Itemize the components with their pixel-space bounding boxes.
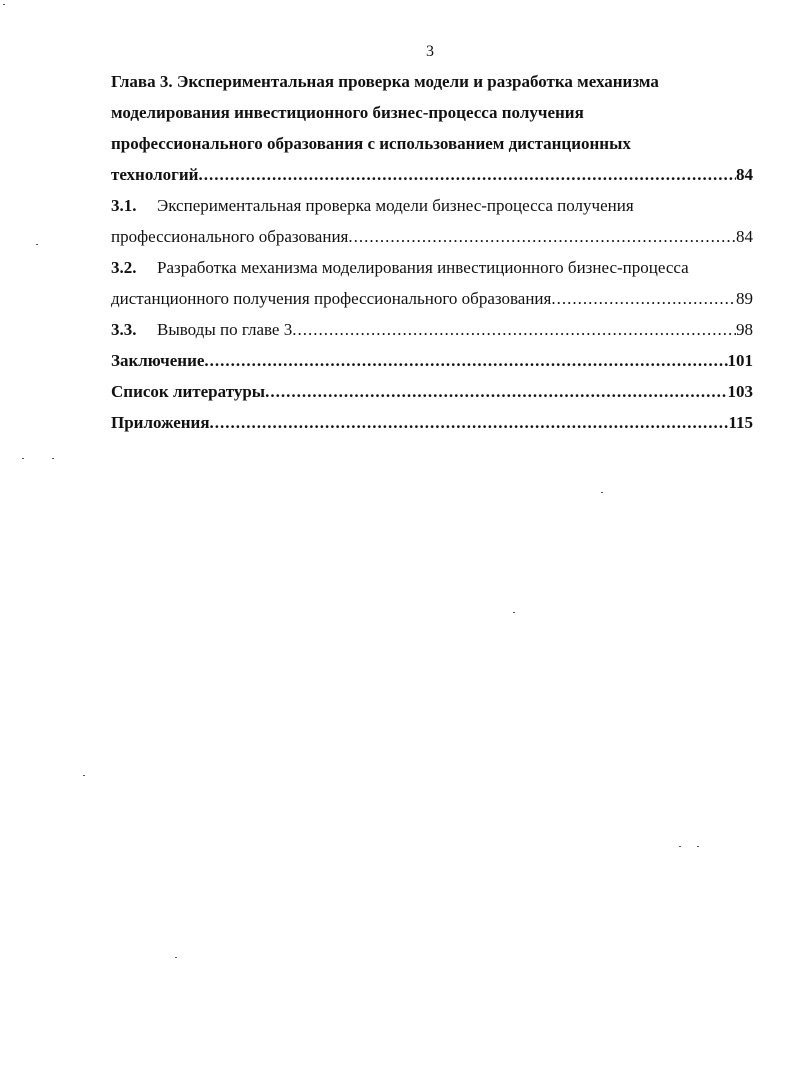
dot-leader (198, 159, 736, 190)
conclusion-entry (111, 345, 753, 376)
section-3-3-page: 98 (736, 320, 753, 339)
scan-speck (513, 612, 515, 613)
appendices-page: 115 (728, 413, 753, 432)
chapter-3-title-line-1: Глава 3. Экспериментальная проверка модели и разработка механизма (111, 72, 659, 91)
chapter-3-title-line-3: профессионального образования с использованием дистанционных (111, 134, 631, 153)
scan-speck (36, 244, 38, 245)
scan-speck (83, 775, 85, 776)
bibliography-entry (111, 376, 753, 407)
dot-leader (551, 283, 736, 314)
conclusion-page: 101 (727, 351, 753, 370)
section-3-2-number: 3.2. (111, 258, 137, 277)
section-3-2-page: 89 (736, 289, 753, 308)
section-3-1-title-end: профессионального образования (111, 227, 349, 246)
dot-leader (348, 221, 736, 252)
section-3-2-title-end: дистанционного получения профессионального образования (111, 289, 552, 308)
scan-speck (175, 957, 177, 958)
section-3-1-title: Экспериментальная проверка модели бизнес-процесса получения (157, 196, 634, 215)
scan-speck (3, 4, 5, 5)
conclusion-title: Заключение (111, 351, 205, 370)
dot-leader (210, 407, 729, 438)
table-of-contents (111, 66, 753, 438)
chapter-3-entry (111, 159, 753, 190)
section-3-1-line-1 (111, 190, 753, 221)
section-3-3-number: 3.3. (111, 320, 137, 339)
section-3-1-number: 3.1. (111, 196, 137, 215)
scan-speck (679, 846, 681, 847)
section-3-2-title: Разработка механизма моделирования инвестиционного бизнес-процесса (157, 258, 689, 277)
dot-leader (292, 314, 736, 345)
dot-leader (265, 376, 727, 407)
section-3-3-title: Выводы по главе 3 (157, 320, 293, 339)
page-number: 3 (426, 43, 434, 60)
section-3-1-entry (111, 221, 753, 252)
chapter-3-page: 84 (736, 165, 753, 184)
bibliography-page: 103 (727, 382, 753, 401)
scan-speck (697, 846, 699, 847)
section-3-1-page: 84 (736, 227, 753, 246)
chapter-3-title-line-2: моделирования инвестиционного бизнес-процесса получения (111, 103, 584, 122)
scan-speck (22, 458, 24, 459)
section-3-3-entry (111, 314, 753, 345)
chapter-3-title-line-4: технологий (111, 165, 199, 184)
scan-speck (52, 458, 54, 459)
section-3-2-entry (111, 283, 753, 314)
scan-speck (601, 492, 603, 493)
appendices-entry (111, 407, 753, 438)
section-3-3-label (111, 314, 292, 345)
dot-leader (204, 345, 727, 376)
bibliography-title: Список литературы (111, 382, 266, 401)
appendices-title: Приложения (111, 413, 210, 432)
section-3-2-line-1 (111, 252, 753, 283)
